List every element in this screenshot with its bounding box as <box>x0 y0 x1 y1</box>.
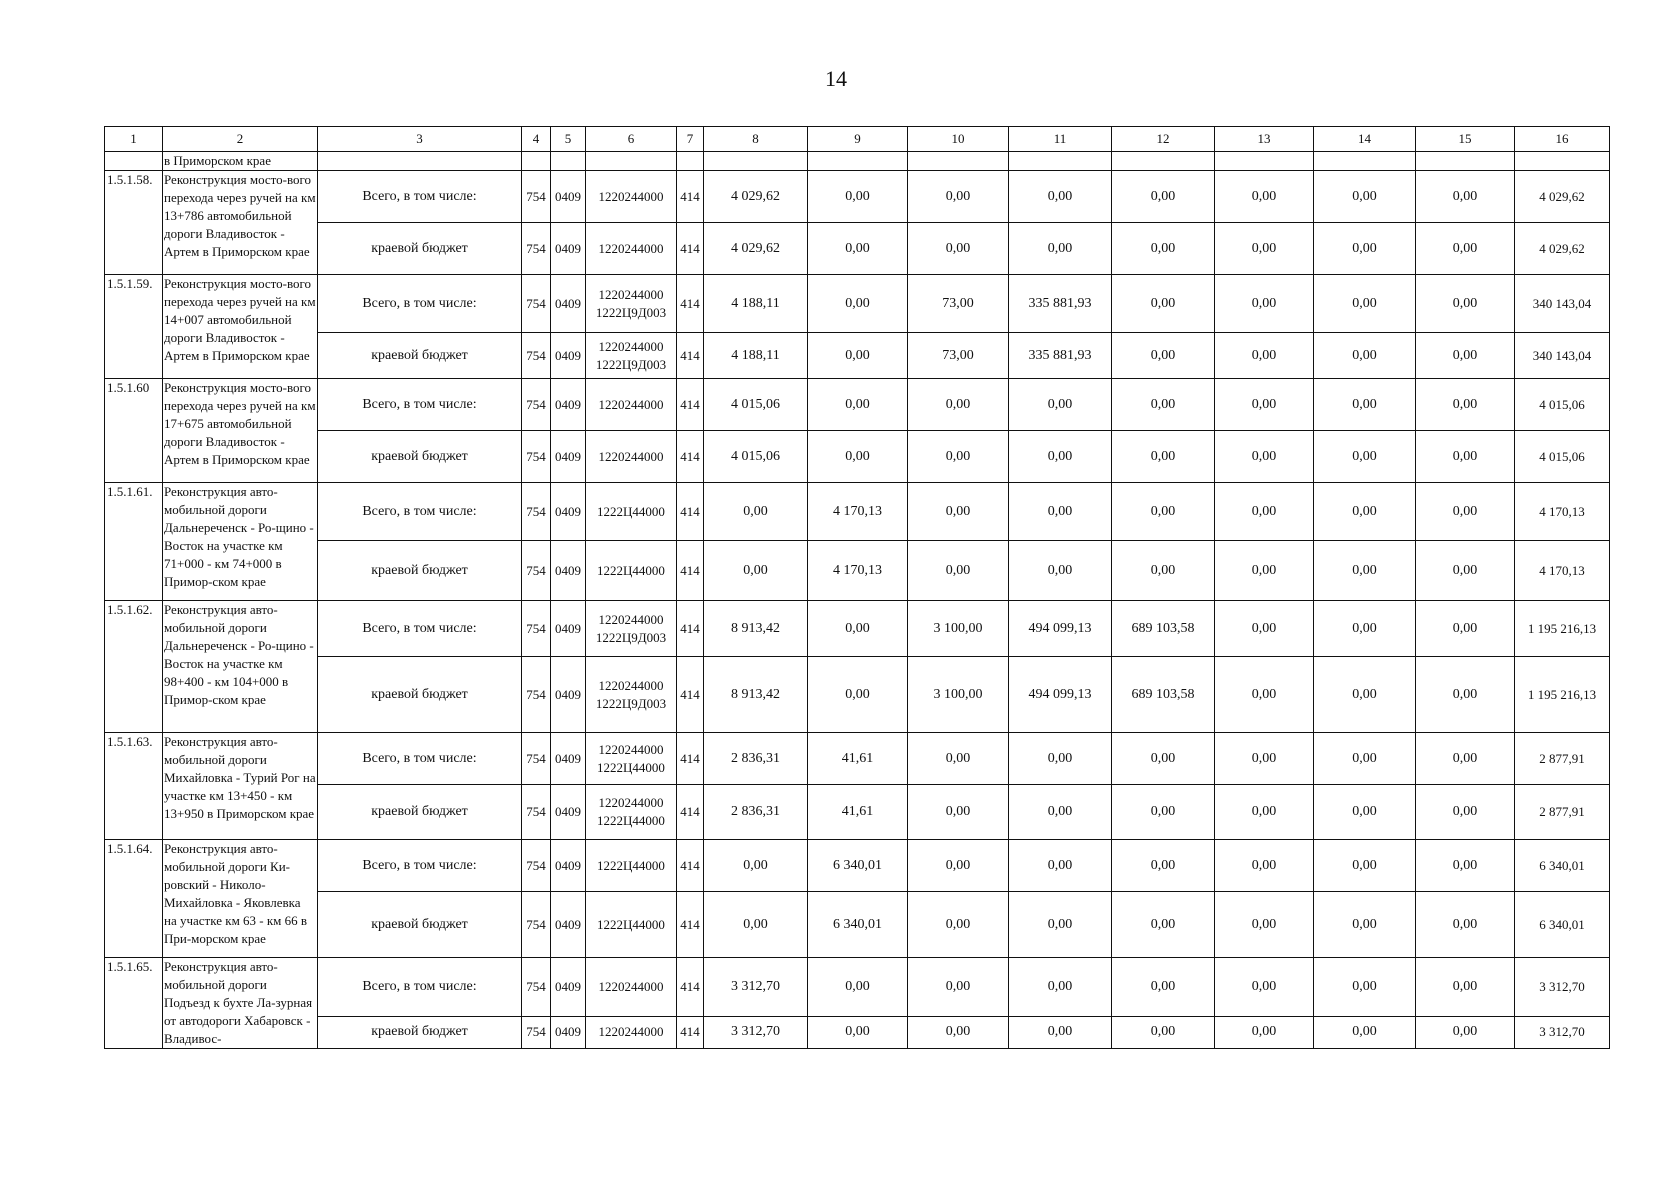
amount-col16: 340 143,04 <box>1515 275 1610 333</box>
amount-col8: 4 029,62 <box>704 223 808 275</box>
amount-col8: 4 188,11 <box>704 333 808 379</box>
amount-col15: 0,00 <box>1416 483 1515 541</box>
item-name: Реконструкция мосто-вого перехода через ручей на км 17+675 автомобильной дороги Владивосток - Артем в Приморском крае <box>163 379 318 483</box>
funding-source: краевой бюджет <box>318 892 522 958</box>
table-row <box>105 541 1610 601</box>
amount-col8: 3 312,70 <box>704 1016 808 1048</box>
funding-source: Всего, в том числе: <box>318 379 522 431</box>
amount-col10: 3 100,00 <box>908 657 1009 733</box>
amount-col12: 0,00 <box>1112 275 1215 333</box>
page-number: 14 <box>825 66 847 91</box>
code-col4: 754 <box>522 958 551 1017</box>
code-col4: 754 <box>522 333 551 379</box>
amount-col11: 0,00 <box>1009 223 1112 275</box>
amount-col14: 0,00 <box>1314 379 1416 431</box>
code-col6: 1220244000 1222Ц44000 <box>586 785 677 840</box>
amount-col13: 0,00 <box>1215 1016 1314 1048</box>
amount-col14: 0,00 <box>1314 958 1416 1017</box>
funding-source: Всего, в том числе: <box>318 733 522 785</box>
amount-col16: 3 312,70 <box>1515 958 1610 1017</box>
amount-col12: 0,00 <box>1112 223 1215 275</box>
amount-col10: 0,00 <box>908 1016 1009 1048</box>
amount-col11: 0,00 <box>1009 483 1112 541</box>
amount-col12: 0,00 <box>1112 785 1215 840</box>
amount-col12: 0,00 <box>1112 171 1215 223</box>
amount-col14: 0,00 <box>1314 892 1416 958</box>
amount-col12: 689 103,58 <box>1112 601 1215 657</box>
code-col6: 1220244000 <box>586 958 677 1017</box>
amount-col14: 0,00 <box>1314 733 1416 785</box>
code-col5: 0409 <box>551 840 586 892</box>
amount-col11: 494 099,13 <box>1009 657 1112 733</box>
amount-col9: 0,00 <box>808 1016 908 1048</box>
amount-col9: 0,00 <box>808 601 908 657</box>
code-col5: 0409 <box>551 483 586 541</box>
code-col7: 414 <box>677 657 704 733</box>
header-cell: 13 <box>1215 127 1314 152</box>
amount-col16: 4 170,13 <box>1515 483 1610 541</box>
code-col4: 754 <box>522 733 551 785</box>
amount-col15: 0,00 <box>1416 785 1515 840</box>
code-col4: 754 <box>522 657 551 733</box>
code-col5: 0409 <box>551 431 586 483</box>
amount-col13: 0,00 <box>1215 785 1314 840</box>
amount-col16: 4 015,06 <box>1515 431 1610 483</box>
code-col4: 754 <box>522 601 551 657</box>
amount-col9: 4 170,13 <box>808 541 908 601</box>
item-name: Реконструкция авто-мобильной дороги Подъезд к бухте Ла-зурная от автодороги Хабаровск - Владивос- <box>163 958 318 1049</box>
amount-col11: 0,00 <box>1009 733 1112 785</box>
table-row <box>105 379 1610 431</box>
amount-col12: 689 103,58 <box>1112 657 1215 733</box>
table-row <box>105 431 1610 483</box>
code-col4: 754 <box>522 171 551 223</box>
amount-col10: 3 100,00 <box>908 601 1009 657</box>
code-col7: 414 <box>677 958 704 1017</box>
item-name: Реконструкция мосто-вого перехода через ручей на км 13+786 автомобильной дороги Владивосток - Артем в Приморском крае <box>163 171 318 275</box>
amount-col10: 0,00 <box>908 733 1009 785</box>
header-cell: 4 <box>522 127 551 152</box>
amount-col8: 0,00 <box>704 840 808 892</box>
amount-col14: 0,00 <box>1314 171 1416 223</box>
header-cell: 15 <box>1416 127 1515 152</box>
code-col7: 414 <box>677 171 704 223</box>
code-col7: 414 <box>677 379 704 431</box>
code-col7: 414 <box>677 785 704 840</box>
code-col7: 414 <box>677 601 704 657</box>
amount-col16: 6 340,01 <box>1515 892 1610 958</box>
amount-col11: 0,00 <box>1009 840 1112 892</box>
amount-col11: 0,00 <box>1009 1016 1112 1048</box>
header-cell: 12 <box>1112 127 1215 152</box>
table-row <box>105 275 1610 333</box>
amount-col10: 73,00 <box>908 275 1009 333</box>
amount-col14: 0,00 <box>1314 840 1416 892</box>
item-name: Реконструкция авто-мобильной дороги Ки-ровский - Николо-Михайловка - Яковлевка на участке км 63 - км 66 в При-морском крае <box>163 840 318 958</box>
amount-col12: 0,00 <box>1112 379 1215 431</box>
amount-col8: 4 015,06 <box>704 431 808 483</box>
amount-col11: 0,00 <box>1009 958 1112 1017</box>
item-number: 1.5.1.63. <box>105 733 163 840</box>
header-row <box>105 127 1610 152</box>
code-col6: 1220244000 <box>586 431 677 483</box>
amount-col13: 0,00 <box>1215 601 1314 657</box>
amount-col8: 0,00 <box>704 892 808 958</box>
code-col7: 414 <box>677 541 704 601</box>
code-col5: 0409 <box>551 657 586 733</box>
header-cell: 16 <box>1515 127 1610 152</box>
amount-col9: 0,00 <box>808 333 908 379</box>
header-cell: 7 <box>677 127 704 152</box>
header-cell: 3 <box>318 127 522 152</box>
header-cell: 14 <box>1314 127 1416 152</box>
amount-col11: 0,00 <box>1009 431 1112 483</box>
item-number: 1.5.1.58. <box>105 171 163 275</box>
amount-col10: 0,00 <box>908 379 1009 431</box>
amount-col10: 0,00 <box>908 541 1009 601</box>
table-row <box>105 223 1610 275</box>
code-col6: 1220244000 <box>586 379 677 431</box>
table-row <box>105 785 1610 840</box>
table-row <box>105 483 1610 541</box>
code-col4: 754 <box>522 892 551 958</box>
amount-col12: 0,00 <box>1112 733 1215 785</box>
amount-col12: 0,00 <box>1112 483 1215 541</box>
code-col6: 1222Ц44000 <box>586 541 677 601</box>
code-col6: 1220244000 1222Ц9Д003 <box>586 333 677 379</box>
amount-col16: 4 170,13 <box>1515 541 1610 601</box>
amount-col10: 0,00 <box>908 483 1009 541</box>
amount-col14: 0,00 <box>1314 541 1416 601</box>
table-row <box>105 601 1610 657</box>
amount-col12: 0,00 <box>1112 840 1215 892</box>
code-col5: 0409 <box>551 171 586 223</box>
code-col5: 0409 <box>551 1016 586 1048</box>
header-cell: 6 <box>586 127 677 152</box>
amount-col10: 0,00 <box>908 958 1009 1017</box>
amount-col14: 0,00 <box>1314 333 1416 379</box>
amount-col16: 4 029,62 <box>1515 171 1610 223</box>
cont-name-cell: в Приморском крае <box>163 152 318 171</box>
amount-col9: 6 340,01 <box>808 892 908 958</box>
amount-col13: 0,00 <box>1215 733 1314 785</box>
code-col6: 1222Ц44000 <box>586 840 677 892</box>
amount-col10: 0,00 <box>908 785 1009 840</box>
amount-col9: 0,00 <box>808 657 908 733</box>
code-col5: 0409 <box>551 785 586 840</box>
amount-col15: 0,00 <box>1416 840 1515 892</box>
amount-col16: 1 195 216,13 <box>1515 657 1610 733</box>
amount-col9: 0,00 <box>808 958 908 1017</box>
code-col6: 1220244000 1222Ц9Д003 <box>586 657 677 733</box>
header-cell: 5 <box>551 127 586 152</box>
amount-col12: 0,00 <box>1112 333 1215 379</box>
code-col5: 0409 <box>551 601 586 657</box>
amount-col13: 0,00 <box>1215 431 1314 483</box>
amount-col11: 0,00 <box>1009 171 1112 223</box>
code-col4: 754 <box>522 275 551 333</box>
code-col7: 414 <box>677 733 704 785</box>
amount-col9: 0,00 <box>808 275 908 333</box>
amount-col8: 4 029,62 <box>704 171 808 223</box>
code-col6: 1220244000 1222Ц44000 <box>586 733 677 785</box>
amount-col15: 0,00 <box>1416 223 1515 275</box>
item-number: 1.5.1.64. <box>105 840 163 958</box>
amount-col14: 0,00 <box>1314 601 1416 657</box>
amount-col12: 0,00 <box>1112 541 1215 601</box>
code-col5: 0409 <box>551 541 586 601</box>
amount-col15: 0,00 <box>1416 541 1515 601</box>
code-col4: 754 <box>522 785 551 840</box>
amount-col15: 0,00 <box>1416 601 1515 657</box>
funding-source: краевой бюджет <box>318 1016 522 1048</box>
budget-table <box>104 126 1610 1049</box>
amount-col15: 0,00 <box>1416 1016 1515 1048</box>
table-row <box>105 958 1610 1017</box>
item-number: 1.5.1.62. <box>105 601 163 733</box>
amount-col10: 0,00 <box>908 223 1009 275</box>
header-cell: 1 <box>105 127 163 152</box>
code-col7: 414 <box>677 275 704 333</box>
code-col6: 1220244000 1222Ц9Д003 <box>586 601 677 657</box>
amount-col16: 4 015,06 <box>1515 379 1610 431</box>
table-row <box>105 733 1610 785</box>
continuation-row <box>105 152 1610 171</box>
code-col4: 754 <box>522 379 551 431</box>
amount-col10: 0,00 <box>908 892 1009 958</box>
amount-col8: 4 015,06 <box>704 379 808 431</box>
code-col4: 754 <box>522 223 551 275</box>
amount-col9: 41,61 <box>808 733 908 785</box>
code-col6: 1220244000 1222Ц9Д003 <box>586 275 677 333</box>
amount-col11: 494 099,13 <box>1009 601 1112 657</box>
amount-col9: 41,61 <box>808 785 908 840</box>
item-number: 1.5.1.61. <box>105 483 163 601</box>
code-col6: 1220244000 <box>586 223 677 275</box>
amount-col11: 0,00 <box>1009 785 1112 840</box>
funding-source: Всего, в том числе: <box>318 171 522 223</box>
table-row <box>105 171 1610 223</box>
funding-source: краевой бюджет <box>318 541 522 601</box>
table-row <box>105 892 1610 958</box>
item-number: 1.5.1.59. <box>105 275 163 379</box>
amount-col15: 0,00 <box>1416 275 1515 333</box>
code-col5: 0409 <box>551 275 586 333</box>
amount-col13: 0,00 <box>1215 333 1314 379</box>
amount-col13: 0,00 <box>1215 275 1314 333</box>
amount-col14: 0,00 <box>1314 1016 1416 1048</box>
amount-col16: 2 877,91 <box>1515 733 1610 785</box>
item-name: Реконструкция авто-мобильной дороги Дальнереченск - Ро-щино - Восток на участке км 98+400 - км 104+000 в Примор-ском крае <box>163 601 318 733</box>
header-cell: 11 <box>1009 127 1112 152</box>
amount-col12: 0,00 <box>1112 892 1215 958</box>
amount-col16: 1 195 216,13 <box>1515 601 1610 657</box>
code-col7: 414 <box>677 223 704 275</box>
code-col7: 414 <box>677 840 704 892</box>
amount-col14: 0,00 <box>1314 785 1416 840</box>
header-cell: 2 <box>163 127 318 152</box>
code-col7: 414 <box>677 431 704 483</box>
amount-col14: 0,00 <box>1314 223 1416 275</box>
amount-col9: 4 170,13 <box>808 483 908 541</box>
amount-col13: 0,00 <box>1215 171 1314 223</box>
funding-source: Всего, в том числе: <box>318 483 522 541</box>
amount-col14: 0,00 <box>1314 275 1416 333</box>
amount-col16: 4 029,62 <box>1515 223 1610 275</box>
amount-col8: 0,00 <box>704 483 808 541</box>
code-col4: 754 <box>522 541 551 601</box>
code-col6: 1222Ц44000 <box>586 892 677 958</box>
funding-source: краевой бюджет <box>318 785 522 840</box>
code-col7: 414 <box>677 1016 704 1048</box>
amount-col15: 0,00 <box>1416 958 1515 1017</box>
amount-col16: 6 340,01 <box>1515 840 1610 892</box>
table-row <box>105 840 1610 892</box>
amount-col8: 8 913,42 <box>704 601 808 657</box>
funding-source: Всего, в том числе: <box>318 958 522 1017</box>
funding-source: краевой бюджет <box>318 223 522 275</box>
amount-col10: 73,00 <box>908 333 1009 379</box>
amount-col13: 0,00 <box>1215 657 1314 733</box>
funding-source: краевой бюджет <box>318 333 522 379</box>
amount-col9: 0,00 <box>808 171 908 223</box>
amount-col13: 0,00 <box>1215 892 1314 958</box>
item-number: 1.5.1.65. <box>105 958 163 1049</box>
item-name: Реконструкция авто-мобильной дороги Михайловка - Турий Рог на участке км 13+450 - км 13+950 в Приморском крае <box>163 733 318 840</box>
amount-col13: 0,00 <box>1215 958 1314 1017</box>
code-col5: 0409 <box>551 733 586 785</box>
item-number: 1.5.1.60 <box>105 379 163 483</box>
amount-col11: 335 881,93 <box>1009 275 1112 333</box>
code-col5: 0409 <box>551 379 586 431</box>
amount-col13: 0,00 <box>1215 483 1314 541</box>
amount-col15: 0,00 <box>1416 657 1515 733</box>
amount-col8: 4 188,11 <box>704 275 808 333</box>
table-row <box>105 657 1610 733</box>
amount-col15: 0,00 <box>1416 892 1515 958</box>
amount-col9: 0,00 <box>808 223 908 275</box>
amount-col13: 0,00 <box>1215 223 1314 275</box>
amount-col15: 0,00 <box>1416 431 1515 483</box>
amount-col14: 0,00 <box>1314 483 1416 541</box>
code-col5: 0409 <box>551 892 586 958</box>
amount-col11: 0,00 <box>1009 892 1112 958</box>
header-cell: 8 <box>704 127 808 152</box>
table-row <box>105 333 1610 379</box>
amount-col15: 0,00 <box>1416 333 1515 379</box>
code-col4: 754 <box>522 431 551 483</box>
code-col7: 414 <box>677 483 704 541</box>
code-col7: 414 <box>677 892 704 958</box>
amount-col16: 3 312,70 <box>1515 1016 1610 1048</box>
code-col4: 754 <box>522 1016 551 1048</box>
amount-col8: 8 913,42 <box>704 657 808 733</box>
code-col5: 0409 <box>551 958 586 1017</box>
amount-col13: 0,00 <box>1215 541 1314 601</box>
amount-col15: 0,00 <box>1416 733 1515 785</box>
funding-source: Всего, в том числе: <box>318 840 522 892</box>
amount-col10: 0,00 <box>908 431 1009 483</box>
amount-col9: 6 340,01 <box>808 840 908 892</box>
amount-col15: 0,00 <box>1416 379 1515 431</box>
amount-col15: 0,00 <box>1416 171 1515 223</box>
amount-col11: 335 881,93 <box>1009 333 1112 379</box>
amount-col12: 0,00 <box>1112 958 1215 1017</box>
code-col6: 1220244000 <box>586 171 677 223</box>
amount-col14: 0,00 <box>1314 431 1416 483</box>
funding-source: Всего, в том числе: <box>318 275 522 333</box>
code-col4: 754 <box>522 840 551 892</box>
header-cell: 9 <box>808 127 908 152</box>
amount-col8: 0,00 <box>704 541 808 601</box>
amount-col11: 0,00 <box>1009 379 1112 431</box>
table-row <box>105 1016 1610 1048</box>
amount-col16: 340 143,04 <box>1515 333 1610 379</box>
amount-col12: 0,00 <box>1112 431 1215 483</box>
code-col6: 1222Ц44000 <box>586 483 677 541</box>
amount-col13: 0,00 <box>1215 379 1314 431</box>
code-col5: 0409 <box>551 223 586 275</box>
amount-col10: 0,00 <box>908 171 1009 223</box>
amount-col16: 2 877,91 <box>1515 785 1610 840</box>
funding-source: Всего, в том числе: <box>318 601 522 657</box>
item-name: Реконструкция авто-мобильной дороги Дальнереченск - Ро-щино - Восток на участке км 71+000 - км 74+000 в Примор-ском крае <box>163 483 318 601</box>
header-cell: 10 <box>908 127 1009 152</box>
code-col6: 1220244000 <box>586 1016 677 1048</box>
amount-col9: 0,00 <box>808 379 908 431</box>
amount-col8: 2 836,31 <box>704 733 808 785</box>
cont-num-cell <box>105 152 163 171</box>
funding-source: краевой бюджет <box>318 657 522 733</box>
code-col5: 0409 <box>551 333 586 379</box>
amount-col14: 0,00 <box>1314 657 1416 733</box>
amount-col12: 0,00 <box>1112 1016 1215 1048</box>
code-col4: 754 <box>522 483 551 541</box>
amount-col11: 0,00 <box>1009 541 1112 601</box>
amount-col10: 0,00 <box>908 840 1009 892</box>
amount-col8: 3 312,70 <box>704 958 808 1017</box>
code-col7: 414 <box>677 333 704 379</box>
amount-col8: 2 836,31 <box>704 785 808 840</box>
funding-source: краевой бюджет <box>318 431 522 483</box>
amount-col13: 0,00 <box>1215 840 1314 892</box>
amount-col9: 0,00 <box>808 431 908 483</box>
item-name: Реконструкция мосто-вого перехода через ручей на км 14+007 автомобильной дороги Владивосток - Артем в Приморском крае <box>163 275 318 379</box>
